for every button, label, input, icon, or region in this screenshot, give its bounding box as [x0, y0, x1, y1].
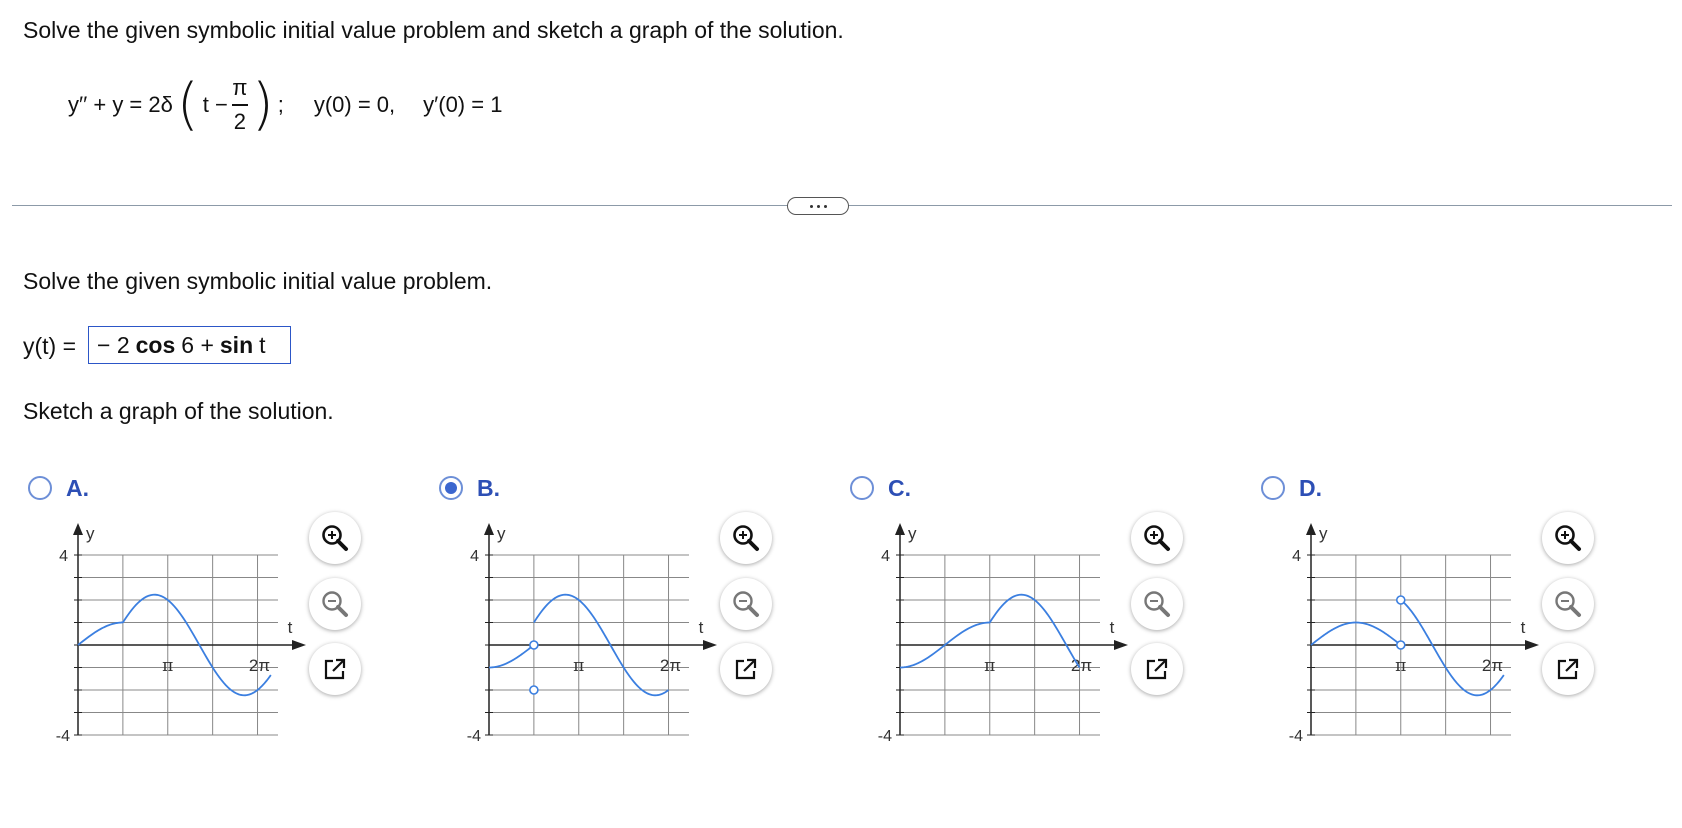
two-pi-tick-label: 2π	[248, 656, 271, 675]
solution-curve	[489, 645, 534, 668]
fraction-numerator: π	[232, 75, 248, 101]
right-paren: )	[251, 72, 274, 137]
y-max-label: 4	[470, 548, 479, 565]
option-b-open-graph-button[interactable]	[720, 643, 772, 695]
pi-tick-label: π	[1395, 656, 1407, 676]
option-c-zoom-in-button[interactable]	[1131, 512, 1183, 564]
y-min-label: -4	[466, 728, 481, 745]
y-axis-arrow	[895, 523, 905, 535]
part1-instruction: Solve the given symbolic initial value problem.	[23, 268, 493, 294]
answer-cos: cos	[135, 331, 176, 358]
open-endpoint	[1397, 641, 1405, 649]
y-max-label: 4	[59, 548, 68, 565]
y-axis-arrow	[1306, 523, 1316, 535]
fraction-denominator: 2	[233, 108, 246, 134]
y-axis-label: y	[86, 524, 95, 543]
pi-over-2-fraction	[232, 75, 248, 135]
external-link-icon	[1554, 655, 1582, 683]
option-d-radio[interactable]	[1261, 476, 1285, 500]
ode-equation	[68, 70, 502, 140]
y-axis-label: y	[497, 524, 506, 543]
option-d-graph[interactable]	[1263, 515, 1563, 750]
option-b-zoom-out-button[interactable]	[720, 578, 772, 630]
part2-instruction: Sketch a graph of the solution.	[23, 398, 334, 424]
ode-lhs: y′′ + y = 2δ	[68, 92, 173, 117]
two-pi-tick-label: 2π	[1481, 656, 1504, 675]
two-pi-tick-label: 2π	[659, 656, 682, 675]
option-c-zoom-out-button[interactable]	[1131, 578, 1183, 630]
option-d-zoom-out-button[interactable]	[1542, 578, 1594, 630]
option-b-radio[interactable]	[439, 476, 463, 500]
x-axis-arrow	[703, 640, 717, 650]
zoom-out-icon	[1553, 589, 1583, 619]
zoom-in-icon	[320, 523, 350, 553]
x-axis-arrow	[292, 640, 306, 650]
option-d-zoom-in-button[interactable]	[1542, 512, 1594, 564]
x-axis-arrow	[1114, 640, 1128, 650]
open-endpoint	[1397, 596, 1405, 604]
option-a-open-graph-button[interactable]	[309, 643, 361, 695]
fraction-bar	[232, 104, 248, 106]
solution-label: y(t) =	[23, 333, 77, 359]
external-link-icon	[321, 655, 349, 683]
external-link-icon	[1143, 655, 1171, 683]
option-a-zoom-in-button[interactable]	[309, 512, 361, 564]
left-paren: (	[176, 72, 199, 137]
t-axis-label: t	[1109, 618, 1115, 637]
option-a-radio[interactable]	[28, 476, 52, 500]
y-axis-label: y	[908, 524, 917, 543]
answer-sin: sin	[219, 331, 254, 358]
y-axis-arrow	[484, 523, 494, 535]
ode-t-term: t −	[202, 92, 228, 117]
open-endpoint	[530, 641, 538, 649]
expand-more-button[interactable]	[787, 197, 849, 215]
ode-semicolon: ;	[277, 92, 284, 117]
zoom-out-icon	[320, 589, 350, 619]
two-pi-tick-label: 2π	[1070, 656, 1093, 675]
t-axis-label: t	[1520, 618, 1526, 637]
zoom-out-icon	[731, 589, 761, 619]
y-axis-arrow	[73, 523, 83, 535]
external-link-icon	[732, 655, 760, 683]
option-b-graph[interactable]	[441, 515, 741, 750]
zoom-in-icon	[731, 523, 761, 553]
answer-arg: 6 +	[181, 331, 214, 358]
option-c-graph[interactable]	[852, 515, 1152, 750]
y-max-label: 4	[1292, 548, 1301, 565]
t-axis-label: t	[698, 618, 704, 637]
zoom-in-icon	[1553, 523, 1583, 553]
option-b-zoom-in-button[interactable]	[720, 512, 772, 564]
open-endpoint	[530, 686, 538, 694]
pi-tick-label: π	[573, 656, 585, 676]
y-min-label: -4	[55, 728, 70, 745]
y-axis-label: y	[1319, 524, 1328, 543]
pi-tick-label: π	[984, 656, 996, 676]
answer-var: t	[259, 331, 266, 358]
y-min-label: -4	[877, 728, 892, 745]
solution-answer-box[interactable]	[88, 326, 291, 364]
option-c-radio[interactable]	[850, 476, 874, 500]
pi-tick-label: π	[162, 656, 174, 676]
zoom-out-icon	[1142, 589, 1172, 619]
option-a-label: A.	[66, 475, 89, 501]
t-axis-label: t	[287, 618, 293, 637]
zoom-in-icon	[1142, 523, 1172, 553]
y-max-label: 4	[881, 548, 890, 565]
initial-condition-2: y′(0) = 1	[423, 92, 503, 117]
answer-coef: − 2	[97, 331, 130, 358]
initial-condition-1: y(0) = 0,	[313, 92, 396, 117]
problem-instruction: Solve the given symbolic initial value problem and sketch a graph of the solution.	[23, 17, 844, 43]
option-b-label: B.	[477, 475, 500, 501]
solution-curve	[1401, 600, 1504, 695]
y-min-label: -4	[1288, 728, 1303, 745]
option-a-zoom-out-button[interactable]	[309, 578, 361, 630]
option-c-open-graph-button[interactable]	[1131, 643, 1183, 695]
option-d-open-graph-button[interactable]	[1542, 643, 1594, 695]
option-d-label: D.	[1299, 475, 1322, 501]
option-c-label: C.	[888, 475, 911, 501]
x-axis-arrow	[1525, 640, 1539, 650]
option-a-graph[interactable]	[30, 515, 330, 750]
